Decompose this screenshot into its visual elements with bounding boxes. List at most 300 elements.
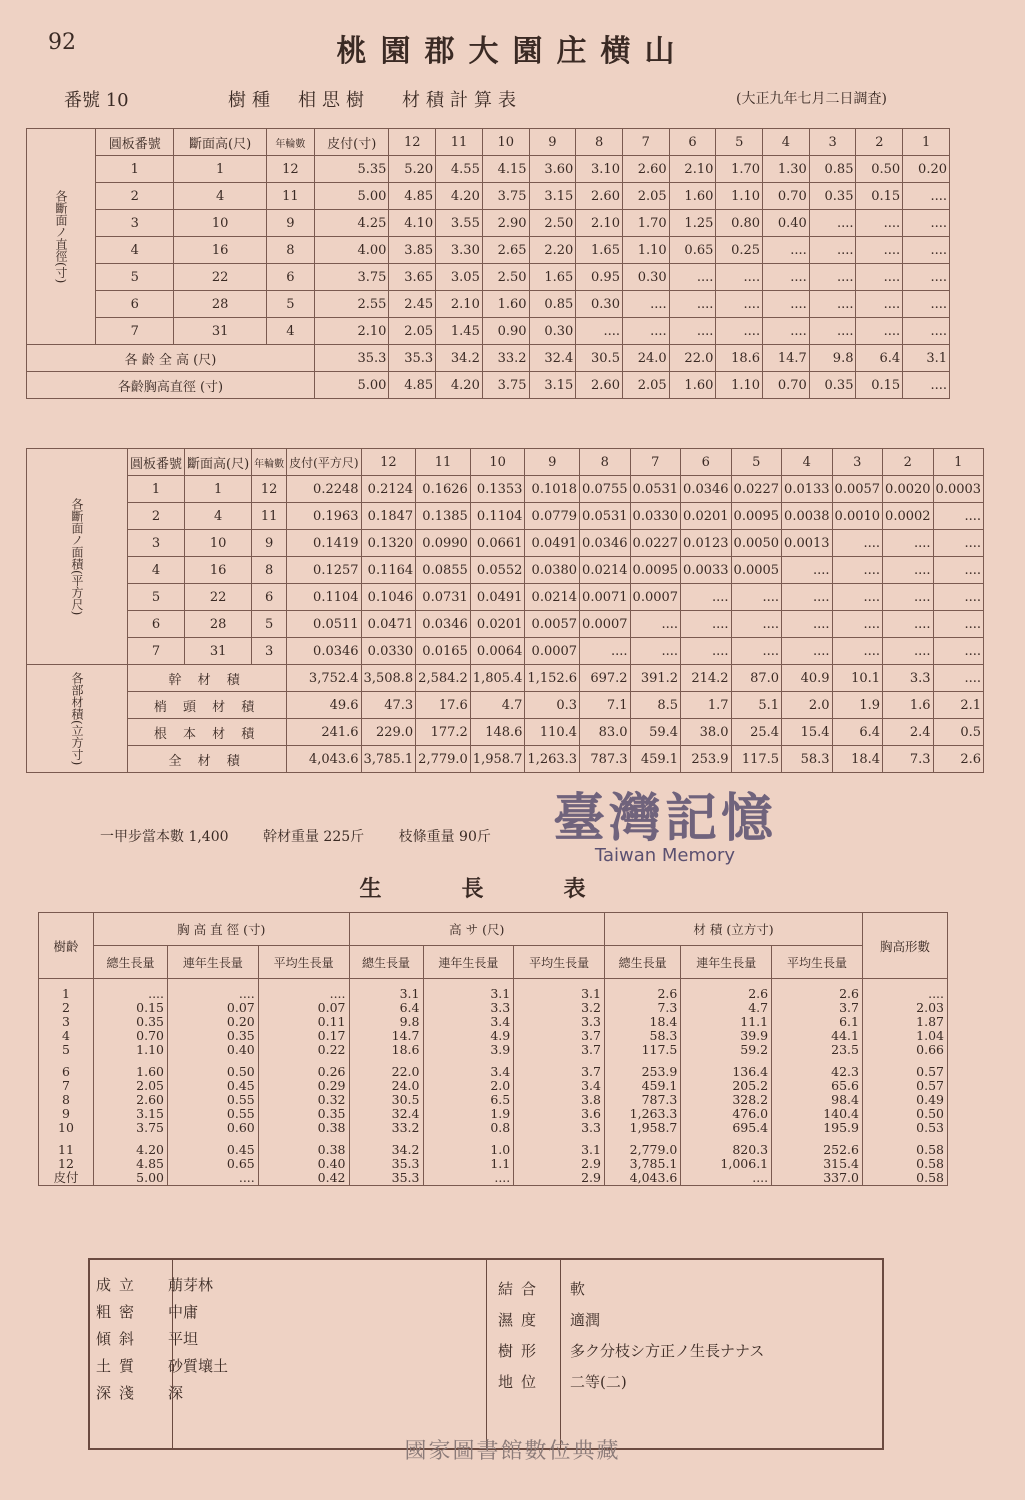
table-cell: 0.0002	[883, 503, 934, 530]
column-header: 3	[809, 129, 856, 156]
table-cell: 35.3	[349, 1157, 423, 1171]
table-row	[27, 318, 950, 345]
table-cell: 3.65	[389, 264, 436, 291]
table-cell: 4.20	[94, 1143, 168, 1157]
table-cell: 1.70	[622, 210, 669, 237]
table-cell: 2.60	[94, 1093, 168, 1107]
notes-line	[100, 826, 521, 846]
growth-row	[39, 1001, 948, 1015]
table-cell: 2.9	[514, 1157, 605, 1171]
table-cell: 0.20	[168, 1015, 259, 1029]
table-cell: ....	[832, 611, 883, 638]
table-cell: 229.0	[361, 719, 416, 746]
table-cell: 4	[39, 1029, 94, 1043]
table-cell: 3.1	[903, 345, 950, 372]
table-cell: 39.9	[681, 1029, 772, 1043]
table-cell: 3,752.4	[287, 665, 361, 692]
side-label: 各斷面ノ面積(平方尺)	[27, 449, 128, 665]
table-cell: 3.8	[514, 1093, 605, 1107]
table-cell: 0.0731	[416, 584, 471, 611]
column-header: 斷面高(尺)	[185, 449, 252, 476]
table-cell: 65.6	[772, 1079, 863, 1093]
column-header: 9	[529, 129, 576, 156]
table-cell: 0.57	[863, 1079, 948, 1093]
column-header: 圓板番號	[96, 129, 174, 156]
table-cell: 0.32	[258, 1093, 349, 1107]
table-cell: 22.0	[349, 1065, 423, 1079]
table-cell: 0.0123	[681, 530, 732, 557]
table-cell: 0.50	[856, 156, 903, 183]
table-cell: 3.3	[514, 1121, 605, 1135]
table-cell: 0.70	[763, 183, 810, 210]
growth-row	[39, 1043, 948, 1057]
table-row	[27, 291, 950, 318]
table-cell: 3.6	[514, 1107, 605, 1121]
table-cell: 0.0133	[782, 476, 833, 503]
site-row	[498, 1371, 764, 1402]
table-cell: 0.1320	[361, 530, 416, 557]
column-header: 7	[622, 129, 669, 156]
site-row	[498, 1309, 764, 1340]
column-header: 1	[933, 449, 984, 476]
table-cell: 4	[266, 318, 314, 345]
table-cell: 0.15	[856, 183, 903, 210]
table-cell: 7	[128, 638, 185, 665]
table-cell: 0.35	[94, 1015, 168, 1029]
table-cell: ....	[903, 183, 950, 210]
table-cell: 0.17	[258, 1029, 349, 1043]
column-header: 8	[576, 129, 623, 156]
table-cell: 12	[266, 156, 314, 183]
site-key: 結合	[498, 1280, 545, 1298]
table-cell: ....	[832, 584, 883, 611]
table-cell: 3.1	[349, 987, 423, 1001]
table-cell: 31	[174, 318, 266, 345]
table-cell: ....	[763, 237, 810, 264]
table-cell: 0.0346	[681, 476, 732, 503]
table-cell: 4.85	[389, 372, 436, 399]
table-cell: 59.4	[630, 719, 681, 746]
table-cell: 0.95	[576, 264, 623, 291]
table-cell: ....	[763, 318, 810, 345]
table-cell: 0.11	[258, 1015, 349, 1029]
table-cell: ....	[94, 987, 168, 1001]
table-cell: 0.0095	[731, 503, 782, 530]
table-cell: 3.7	[514, 1065, 605, 1079]
table-cell: 3.15	[529, 183, 576, 210]
table-cell: 0.0531	[630, 476, 681, 503]
table-cell: 0.07	[168, 1001, 259, 1015]
column-header: 4	[782, 449, 833, 476]
table-cell: 4.15	[482, 156, 529, 183]
table-cell: 0.35	[258, 1107, 349, 1121]
species-label: 樹種	[228, 90, 276, 111]
table-cell: 3.4	[423, 1015, 514, 1029]
table-cell: 3.9	[423, 1043, 514, 1057]
table-cell: 0.0095	[630, 557, 681, 584]
table-cell: ....	[933, 584, 984, 611]
table-cell: 1.0	[423, 1143, 514, 1157]
table-cell: 6	[39, 1065, 94, 1079]
table-cell: 0.38	[258, 1121, 349, 1135]
table-cell: 6.4	[856, 345, 903, 372]
table-cell: 253.9	[681, 746, 732, 773]
table-cell: 0.65	[168, 1157, 259, 1171]
table-cell: 5	[39, 1043, 94, 1057]
table-cell: 22	[185, 584, 252, 611]
table-cell: ....	[903, 237, 950, 264]
table-cell: 4.55	[436, 156, 483, 183]
table-cell: 11	[266, 183, 314, 210]
table-cell: ....	[669, 318, 716, 345]
table-cell: ....	[903, 210, 950, 237]
table-cell: 0.58	[863, 1157, 948, 1171]
table-cell: 11.1	[681, 1015, 772, 1029]
sub-header: 總生長量	[94, 946, 168, 979]
table-cell: 1	[96, 156, 174, 183]
growth-row	[39, 1079, 948, 1093]
table-row	[27, 530, 984, 557]
table-cell: 0.0471	[361, 611, 416, 638]
table-cell: 0.0033	[681, 557, 732, 584]
sub-header: 總生長量	[605, 946, 681, 979]
table-cell: 7.3	[605, 1001, 681, 1015]
table-cell: ....	[856, 264, 903, 291]
table-cell: 3.10	[576, 156, 623, 183]
table-cell: 252.6	[772, 1143, 863, 1157]
table-cell: 1	[39, 987, 94, 1001]
table-row	[27, 264, 950, 291]
table-cell: 2.6	[605, 987, 681, 1001]
table-cell: 2.90	[482, 210, 529, 237]
table-cell: 3.4	[423, 1065, 514, 1079]
table-cell: 3.55	[436, 210, 483, 237]
table-cell: 0.0064	[470, 638, 525, 665]
table-cell: 0.0214	[580, 557, 631, 584]
table-cell: 7	[39, 1079, 94, 1093]
table-cell: 皮付	[39, 1171, 94, 1186]
table-cell: 1.9	[832, 692, 883, 719]
table-cell: 117.5	[731, 746, 782, 773]
table-cell: 205.2	[681, 1079, 772, 1093]
table-cell: 0.1419	[287, 530, 361, 557]
table-cell: 34.2	[436, 345, 483, 372]
table-cell: 9	[266, 210, 314, 237]
table-cell: 3.60	[529, 156, 576, 183]
table-cell: 18.6	[349, 1043, 423, 1057]
table-cell: 3.15	[529, 372, 576, 399]
table-cell: ....	[933, 611, 984, 638]
table-cell: 6.4	[349, 1001, 423, 1015]
table-cell: 0.5	[933, 719, 984, 746]
table-cell: 9	[39, 1107, 94, 1121]
table-cell: 1	[185, 476, 252, 503]
table-cell: 2.05	[622, 372, 669, 399]
table-cell: 4.9	[423, 1029, 514, 1043]
table-cell: 35.3	[314, 345, 389, 372]
growth-row	[39, 1143, 948, 1157]
table-cell: 0.0201	[470, 611, 525, 638]
table-cell: 0.0057	[525, 611, 580, 638]
table-cell: 1.60	[94, 1065, 168, 1079]
table-cell: 4.20	[436, 183, 483, 210]
table-cell: 476.0	[681, 1107, 772, 1121]
table-cell: 1.25	[669, 210, 716, 237]
table-cell: 6	[252, 584, 287, 611]
site-value: 適潤	[570, 1311, 601, 1329]
table-cell: 9	[252, 530, 287, 557]
table-cell: ....	[856, 318, 903, 345]
table-cell: 0.20	[903, 156, 950, 183]
table-cell: 4.00	[314, 237, 389, 264]
table-cell: 0.30	[576, 291, 623, 318]
table-cell: 3.3	[514, 1015, 605, 1029]
table-cell: 0.0005	[731, 557, 782, 584]
table-cell: 1	[128, 476, 185, 503]
table-cell: 0.0050	[731, 530, 782, 557]
table-row	[27, 183, 950, 210]
table-cell: ....	[731, 611, 782, 638]
stems-per-ha: 一甲步當本數 1,400	[100, 829, 229, 845]
table-cell: 24.0	[622, 345, 669, 372]
table-cell: 1.70	[716, 156, 763, 183]
table-cell: ....	[731, 584, 782, 611]
volume-row	[27, 692, 984, 719]
table-cell: 0.0531	[580, 503, 631, 530]
table-cell: 8	[252, 557, 287, 584]
table-cell: 0.0552	[470, 557, 525, 584]
table-cell: 0.55	[168, 1107, 259, 1121]
table-cell: 1.45	[436, 318, 483, 345]
table-cell: 5	[96, 264, 174, 291]
table-cell: 136.4	[681, 1065, 772, 1079]
table-cell: 35.3	[349, 1171, 423, 1186]
table-cell: ....	[809, 291, 856, 318]
stem-weight: 幹材重量 225斤	[262, 829, 365, 845]
table-cell: 3.05	[436, 264, 483, 291]
table-cell: 0.25	[716, 237, 763, 264]
side-label: 各斷面ノ直徑(寸)	[27, 129, 96, 345]
column-header: 2	[883, 449, 934, 476]
table-cell: 2.10	[436, 291, 483, 318]
table-cell: 0.35	[809, 183, 856, 210]
site-left-column	[96, 1274, 228, 1409]
table-cell: 3.30	[436, 237, 483, 264]
table-cell: ....	[782, 557, 833, 584]
sub-header: 平均生長量	[258, 946, 349, 979]
table-cell: ....	[716, 264, 763, 291]
table-cell: 0.0165	[416, 638, 471, 665]
column-header: 6	[669, 129, 716, 156]
table-cell: 3.7	[772, 1001, 863, 1015]
table-cell: 25.4	[731, 719, 782, 746]
table-cell: 0.85	[529, 291, 576, 318]
table-cell: 0.0227	[731, 476, 782, 503]
number-label: 番號 10	[64, 90, 129, 111]
watermark-logo: 臺灣記憶	[552, 788, 777, 849]
site-key: 地位	[498, 1373, 545, 1391]
column-header: 12	[361, 449, 416, 476]
table-cell: 0.66	[863, 1043, 948, 1057]
column-header: 5	[731, 449, 782, 476]
table-cell: 0.0855	[416, 557, 471, 584]
table-cell: 23.5	[772, 1043, 863, 1057]
table-cell: ....	[622, 318, 669, 345]
table-cell: 0.0346	[580, 530, 631, 557]
site-value: 砂質壤土	[168, 1357, 229, 1375]
site-conditions-box	[88, 1258, 884, 1450]
table-cell: ....	[903, 318, 950, 345]
table-cell: ....	[933, 638, 984, 665]
table-cell: 4	[96, 237, 174, 264]
growth-row	[39, 1093, 948, 1107]
table-cell: 3,785.1	[361, 746, 416, 773]
column-header: 斷面高(尺)	[174, 129, 266, 156]
page-title: 桃園郡大園庄横山	[336, 34, 689, 69]
table-cell: 6	[128, 611, 185, 638]
table-cell: 0.0511	[287, 611, 361, 638]
species-name: 相思樹	[298, 90, 370, 111]
growth-row	[39, 987, 948, 1001]
table-cell: 18.6	[716, 345, 763, 372]
growth-row	[39, 1171, 948, 1186]
column-header: 4	[763, 129, 810, 156]
table-cell: 5.20	[389, 156, 436, 183]
table-cell: 2,779.0	[416, 746, 471, 773]
survey-date: (大正九年七月二日調査)	[736, 91, 887, 107]
branch-weight: 枝條重量 90斤	[398, 829, 491, 845]
table-cell: ....	[883, 584, 934, 611]
column-header: 2	[856, 129, 903, 156]
table-cell: 1,263.3	[525, 746, 580, 773]
table-cell: 2.0	[782, 692, 833, 719]
table-cell: 0.58	[863, 1171, 948, 1186]
table-cell: 3.1	[514, 1143, 605, 1157]
table-cell: ....	[809, 210, 856, 237]
table-cell: 9.8	[809, 345, 856, 372]
table-cell: 1,006.1	[681, 1157, 772, 1171]
table-cell: 2.0	[423, 1079, 514, 1093]
column-header: 9	[525, 449, 580, 476]
table-cell: 3.1	[514, 987, 605, 1001]
table-cell: 1,152.6	[525, 665, 580, 692]
table-cell: 4,043.6	[287, 746, 361, 773]
table-cell: 328.2	[681, 1093, 772, 1107]
table-cell: 1.10	[716, 183, 763, 210]
site-row	[96, 1382, 228, 1409]
table-cell: 0.50	[168, 1065, 259, 1079]
area-volume-table	[26, 448, 984, 773]
table-cell: ....	[763, 264, 810, 291]
site-key: 深淺	[96, 1384, 143, 1402]
table-cell: 3.2	[514, 1001, 605, 1015]
table-cell: 59.2	[681, 1043, 772, 1057]
table-cell: 5.35	[314, 156, 389, 183]
table-cell: 0.0057	[832, 476, 883, 503]
column-header: 年輪數	[266, 129, 314, 156]
table-cell: 2.10	[314, 318, 389, 345]
column-header: 5	[716, 129, 763, 156]
table-cell: 241.6	[287, 719, 361, 746]
volume-label: 幹 材 積	[128, 665, 287, 692]
table-cell: 1.60	[482, 291, 529, 318]
table-cell: 3	[96, 210, 174, 237]
column-header: 12	[389, 129, 436, 156]
table-cell: 0.1104	[470, 503, 525, 530]
sub-header: 總生長量	[349, 946, 423, 979]
table-cell: 5.1	[731, 692, 782, 719]
diameter-table	[26, 128, 950, 399]
page-number: 92	[48, 30, 76, 55]
table-cell: 38.0	[681, 719, 732, 746]
table-cell: 0.0038	[782, 503, 833, 530]
table-cell: 0.0990	[416, 530, 471, 557]
table-cell: 0.15	[94, 1001, 168, 1015]
table-cell: 1.7	[681, 692, 732, 719]
table-cell: 58.3	[782, 746, 833, 773]
table-cell: 0.57	[863, 1065, 948, 1079]
table-cell: 140.4	[772, 1107, 863, 1121]
table-cell: 2	[128, 503, 185, 530]
table-cell: 148.6	[470, 719, 525, 746]
table-cell: ....	[681, 584, 732, 611]
volume-label: 梢 頭 材 積	[128, 692, 287, 719]
table-cell: 3.3	[423, 1001, 514, 1015]
column-header: 11	[416, 449, 471, 476]
table-cell: 0.1257	[287, 557, 361, 584]
table-cell: 5	[252, 611, 287, 638]
column-header: 年輪數	[252, 449, 287, 476]
group-header: 高 サ (尺)	[349, 913, 605, 946]
column-header: 皮付(平方尺)	[287, 449, 361, 476]
table-cell: 0.0227	[630, 530, 681, 557]
table-cell: 4	[185, 503, 252, 530]
table-cell: 0.15	[856, 372, 903, 399]
table-cell: 117.5	[605, 1043, 681, 1057]
site-key: 傾斜	[96, 1330, 143, 1348]
table-cell: 5	[266, 291, 314, 318]
column-header: 7	[630, 449, 681, 476]
table-cell: 0.0491	[470, 584, 525, 611]
growth-row	[39, 1029, 948, 1043]
table-cell: 0.1963	[287, 503, 361, 530]
table-cell: 4.85	[94, 1157, 168, 1171]
table-cell: ....	[731, 638, 782, 665]
table-cell: 2.05	[94, 1079, 168, 1093]
site-value: 中庸	[168, 1303, 199, 1321]
table-cell: ....	[903, 264, 950, 291]
table-cell: ....	[809, 318, 856, 345]
volume-row	[27, 746, 984, 773]
table-cell: 1.65	[576, 237, 623, 264]
table-cell: ....	[883, 638, 934, 665]
growth-row	[39, 1107, 948, 1121]
table-cell: 49.6	[287, 692, 361, 719]
table-cell: 177.2	[416, 719, 471, 746]
table-cell: 0.0380	[525, 557, 580, 584]
table-cell: 32.4	[529, 345, 576, 372]
table-cell: 0.1353	[470, 476, 525, 503]
table-cell: 0.1104	[287, 584, 361, 611]
table-cell: 0.0071	[580, 584, 631, 611]
table-cell: 2.50	[529, 210, 576, 237]
site-row	[96, 1274, 228, 1301]
table-cell: ....	[782, 611, 833, 638]
table-cell: ....	[669, 291, 716, 318]
table-cell: 214.2	[681, 665, 732, 692]
table-cell: 11	[39, 1143, 94, 1157]
table-row	[27, 638, 984, 665]
